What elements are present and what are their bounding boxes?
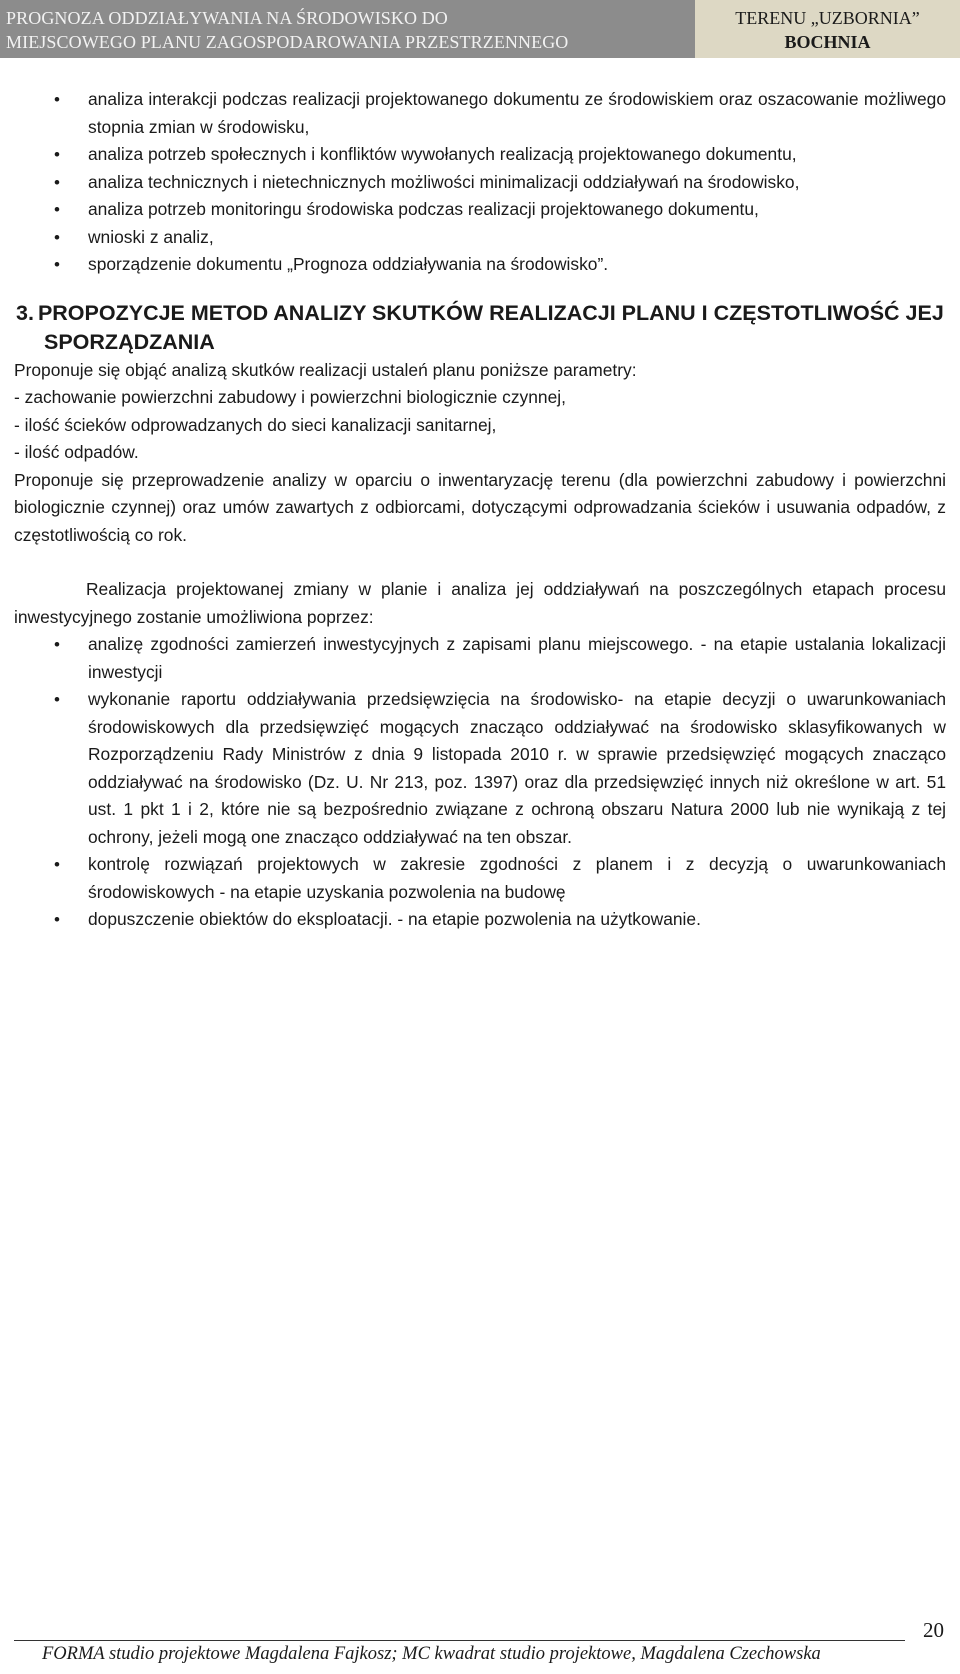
page-header [0, 0, 960, 58]
paragraph: Proponuje się przeprowadzenie analizy w oparciu o inwentaryzację terenu (dla powierzchni zabudowy i powierzchni biologicznie czynnej) oraz umów zawartych z odbiorcami, dotyczącymi odprowadzania ścieków i usuwania odpadów, z częstotliwością co rok. [14, 469, 946, 545]
header-title-line2: MIEJSCOWEGO PLANU ZAGOSPODAROWANIA PRZESTRZENNEGO [6, 32, 569, 52]
section-intro: Proponuje się objąć analizą skutków realizacji ustaleń planu poniższe parametry: [14, 359, 637, 380]
analysis-steps-list [14, 86, 946, 279]
bullet-icon: • [54, 255, 60, 274]
bullet-icon: • [54, 855, 60, 874]
param-item: - ilość odpadów. [14, 442, 139, 462]
section-title-line2: SPORZĄDZANIA [44, 329, 215, 354]
bullet-icon: • [54, 145, 60, 164]
bullet-icon: • [54, 690, 60, 709]
implementation-list [14, 631, 946, 934]
footer-divider [14, 1640, 905, 1641]
list-item: • wykonanie raportu oddziaływania przedsięwzięcia na środowisko- na etapie decyzji o uwarunkowaniach środowiskowych dla przedsięwzięć mogących znacząco oddziaływać na środowisko sklasyfikowanych w Rozporządzeniu Rady Ministrów z dnia 9 listopada 2010 r. w sprawie przedsięwzięć mogących znacząco oddziaływać na środowisko (Dz. U. Nr 213, poz. 1397) oraz dla przedsięwzięć innych niż określone w art. 51 ust. 1 pkt 1 i 2, które nie są bezpośrednio związane z ochroną obszaru Natura 2000 lub nie wynikają z tej ochrony, jeżeli mogą one znacząco oddziaływać na ten obszar. [14, 686, 946, 851]
bullet-icon: • [54, 200, 60, 219]
header-location-line2: BOCHNIA [784, 32, 871, 52]
list-item: • analiza technicznych i nietechnicznych możliwości minimalizacji oddziaływań na środowisko, [14, 169, 946, 197]
list-item: • wnioski z analiz, [14, 224, 946, 252]
bullet-icon: • [54, 635, 60, 654]
list-item: • sporządzenie dokumentu „Prognoza oddziaływania na środowisko”. [14, 251, 946, 279]
list-item: • analiza potrzeb monitoringu środowiska podczas realizacji projektowanego dokumentu, [14, 196, 946, 224]
bullet-icon: • [54, 90, 60, 109]
page-number: 20 [923, 1618, 944, 1642]
header-location-line1: TERENU „UZBORNIA” [735, 8, 920, 28]
spacer [14, 549, 946, 576]
param-item: - ilość ścieków odprowadzanych do sieci kanalizacji sanitarnej, [14, 414, 497, 435]
section-number: 3. [16, 300, 34, 325]
paragraph: Realizacja projektowanej zmiany w planie i analiza jej oddziaływań na poszczególnych etapach procesu inwestycyjnego zostanie umożliwiona poprzez: [14, 579, 946, 627]
section-title-line1: PROPOZYCJE METOD ANALIZY SKUTKÓW REALIZACJI PLANU I CZĘSTOTLIWOŚĆ JEJ [37, 300, 944, 325]
bullet-icon: • [54, 227, 60, 247]
bullet-icon: • [54, 910, 60, 929]
list-item: • dopuszczenie obiektów do eksploatacji. - na etapie pozwolenia na użytkowanie. [14, 906, 946, 934]
header-location-block [695, 0, 960, 58]
page-footer: FORMA studio projektowe Magdalena Fajkosz; MC kwadrat studio projektowe, Magdalena Czechowska [42, 1644, 821, 1664]
header-title-line1: PROGNOZA ODDZIAŁYWANIA NA ŚRODOWISKO DO [6, 8, 448, 28]
param-item: - zachowanie powierzchni zabudowy i powierzchni biologicznie czynnej, [14, 387, 566, 407]
list-item: • kontrolę rozwiązań projektowych w zakresie zgodności z planem i z decyzją o uwarunkowaniach środowiskowych - na etapie uzyskania pozwolenia na budowę [14, 851, 946, 906]
list-item: • analiza interakcji podczas realizacji projektowanego dokumentu ze środowiskiem oraz oszacowanie możliwego stopnia zmian w środowisku, [14, 86, 946, 141]
list-item: • analiza potrzeb społecznych i konfliktów wywołanych realizacją projektowanego dokumentu, [14, 141, 946, 169]
header-title-block [0, 0, 695, 58]
list-item: • analizę zgodności zamierzeń inwestycyjnych z zapisami planu miejscowego. - na etapie ustalania lokalizacji inwestycji [14, 631, 946, 686]
section-heading [14, 299, 946, 357]
document-body [14, 86, 946, 934]
bullet-icon: • [54, 172, 60, 192]
